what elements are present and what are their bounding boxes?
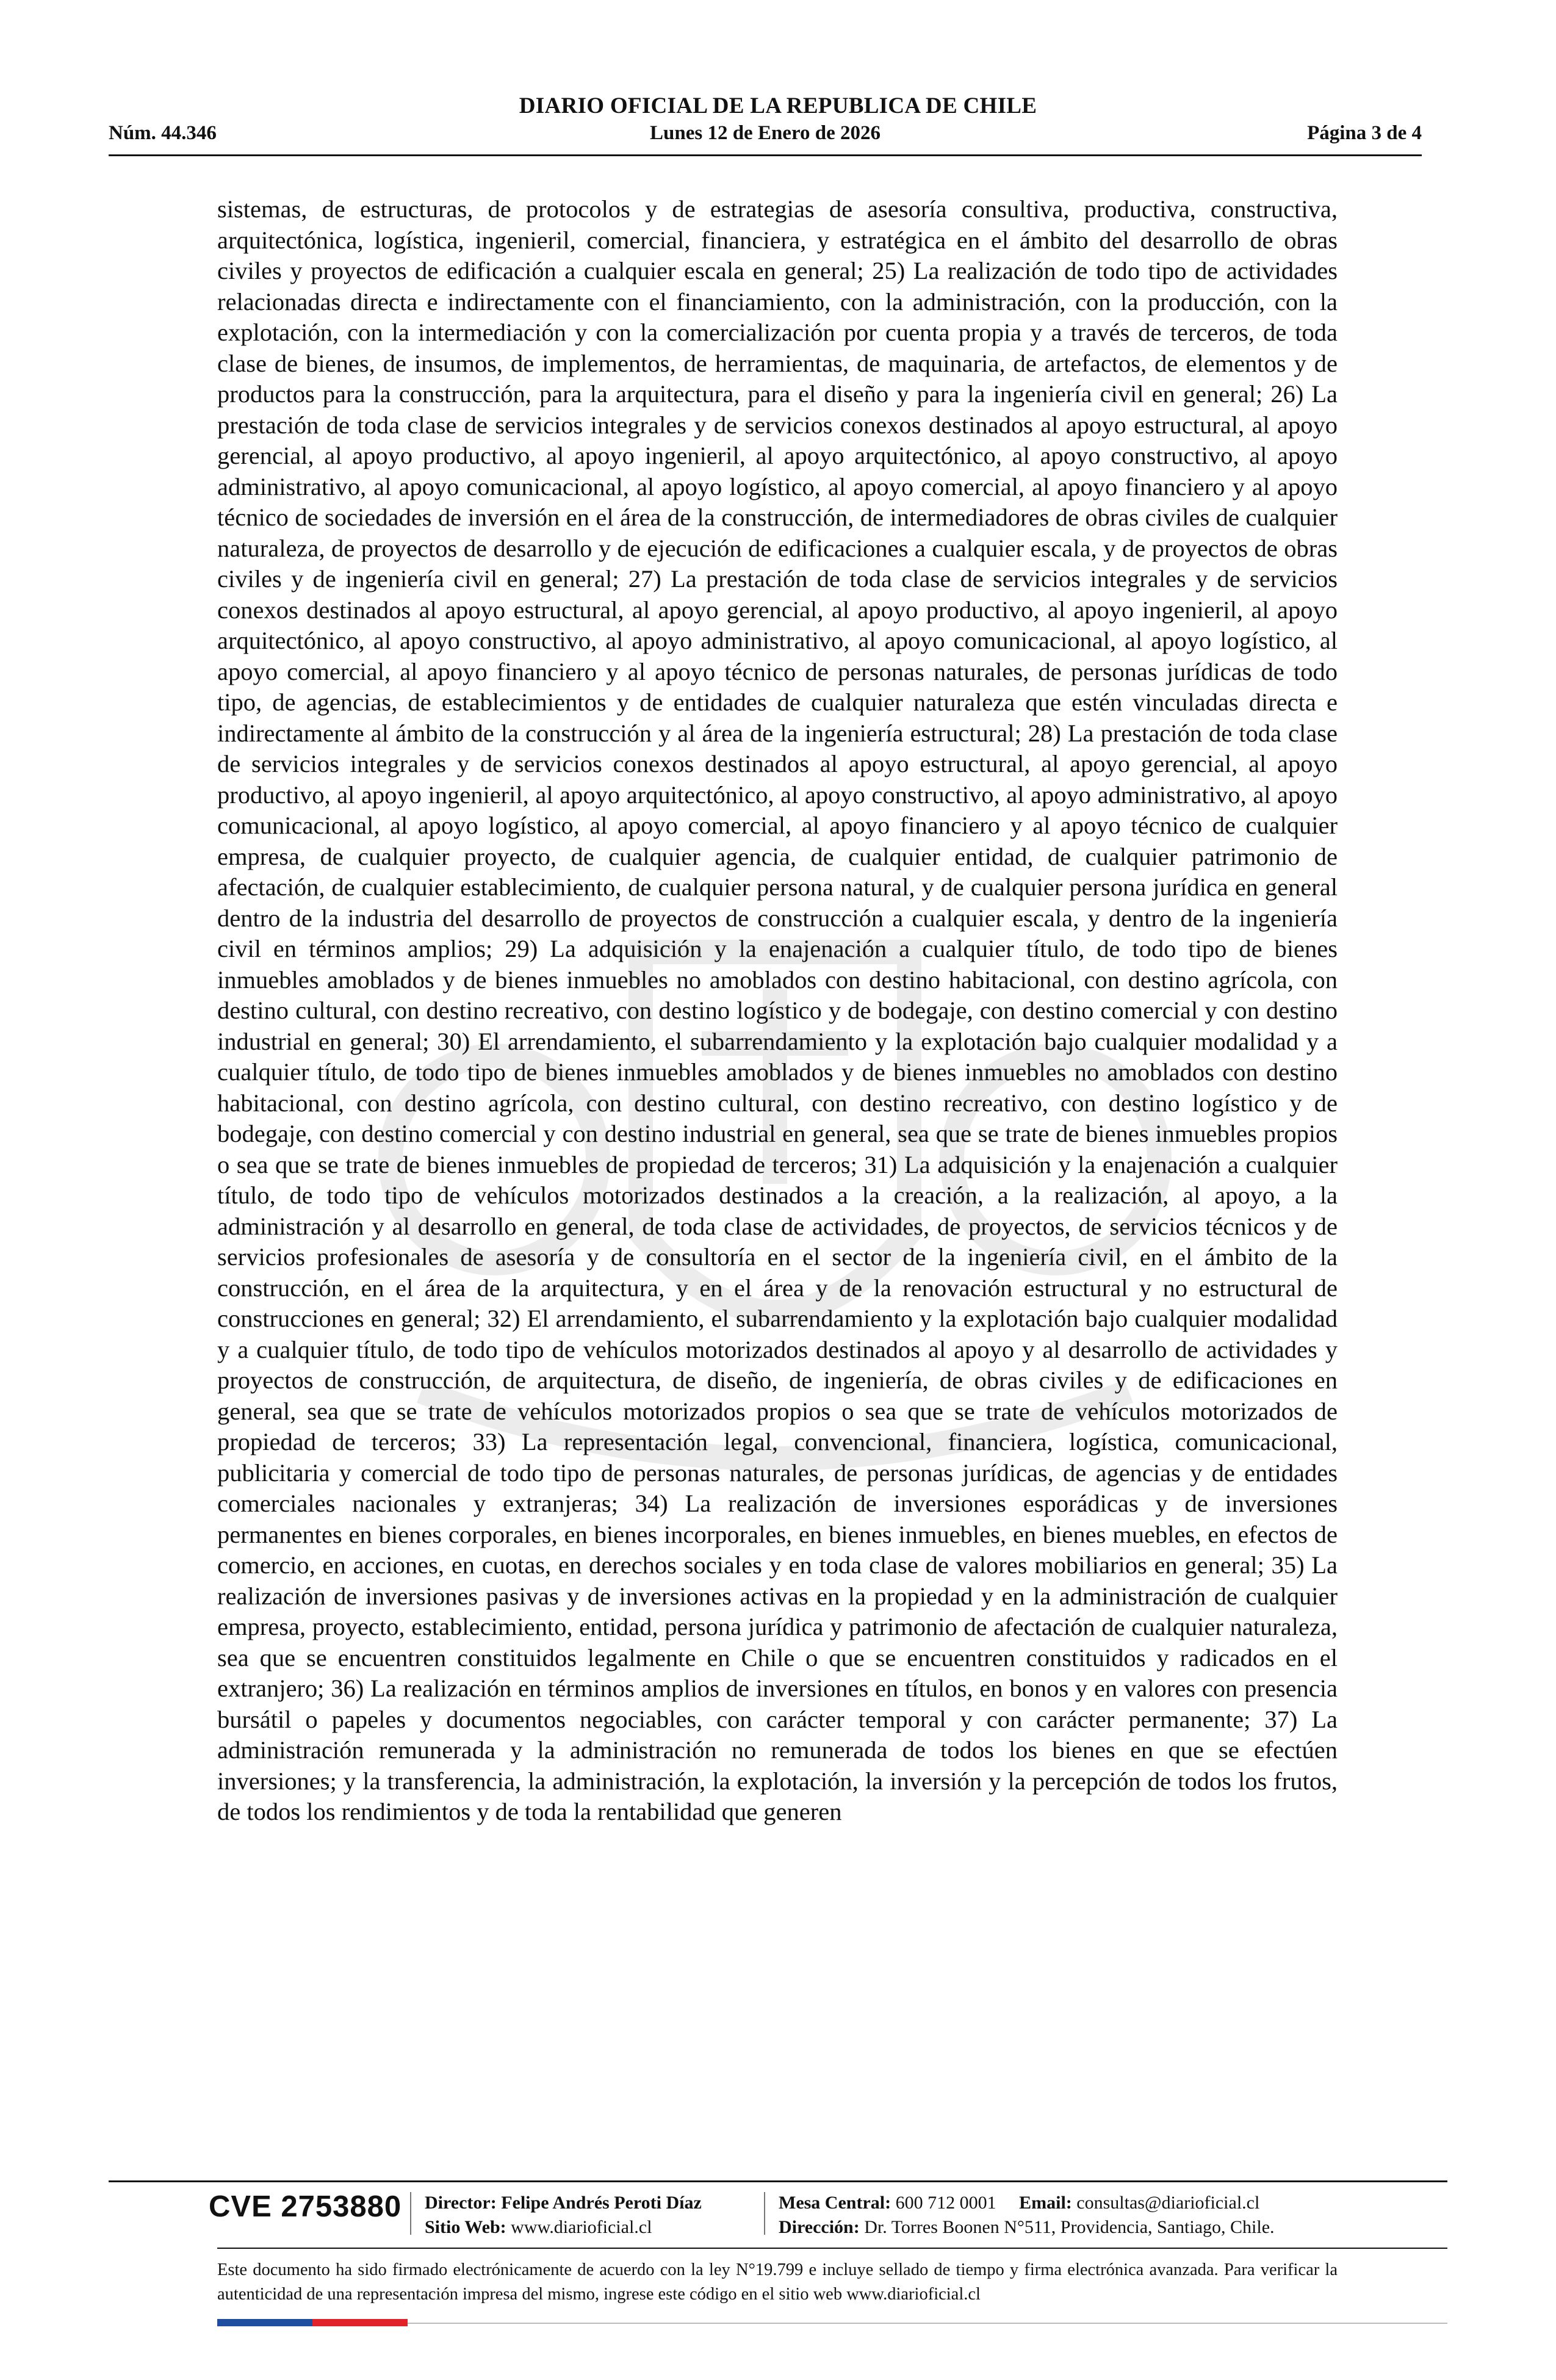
phone-label: Mesa Central: <box>779 2193 891 2213</box>
contact-line <box>779 2191 1275 2215</box>
header-row <box>109 122 1422 149</box>
issue-date: Lunes 12 de Enero de 2026 <box>649 122 881 144</box>
header-divider <box>109 154 1422 156</box>
website-link[interactable]: www.diarioficial.cl <box>511 2217 652 2237</box>
address-text: Dr. Torres Boonen N°511, Providencia, Santiago, Chile. <box>864 2217 1275 2237</box>
email-link[interactable]: consultas@diarioficial.cl <box>1076 2193 1260 2213</box>
gazette-title: DIARIO OFICIAL DE LA REPUBLICA DE CHILE <box>519 93 1037 118</box>
footer-divider-bottom <box>408 2323 1447 2324</box>
address-line <box>779 2215 1275 2240</box>
issue-number: Núm. 44.346 <box>109 122 217 144</box>
footer-contact-block <box>779 2191 1275 2240</box>
decree-body-text: sistemas, de estructuras, de protocolos y de estrategias de asesoría consultiva, productiva, constructiva, arquitectónica, logística, ingenieril, comercial, financiera, y estratégica en el ámbito del desarrollo de obras civiles y proyectos de edificación a cualquier escala en general; 25) La realización de todo tipo de actividades relacionadas directa e indirectamente con el financiamiento, con la administración, con la producción, con la explotación, con la intermediación y con la comercialización por cuenta propia y a través de terceros, de toda clase de bienes, de insumos, de implementos, de herramientas, de maquinaria, de artefactos, de elementos y de productos para la construcción, para la arquitectura, para el diseño y para la ingeniería civil en general; 26) La prestación de toda clase de servicios integrales y de servicios conexos destinados al apoyo estructural, al apoyo gerencial, al apoyo productivo, al apoyo ingenieril, al apoyo arquitectónico, al apoyo constructivo, al apoyo administrativo, al apoyo comunicacional, al apoyo logístico, al apoyo comercial, al apoyo financiero y al apoyo técnico de sociedades de inversión en el área de la construcción, de intermediadores de obras civiles de cualquier naturaleza, de proyectos de desarrollo y de ejecución de edificaciones a cualquier escala, y de proyectos de obras civiles y de ingeniería civil en general; 27) La prestación de toda clase de servicios integrales y de servicios conexos destinados al apoyo estructural, al apoyo gerencial, al apoyo productivo, al apoyo ingenieril, al apoyo arquitectónico, al apoyo constructivo, al apoyo administrativo, al apoyo comunicacional, al apoyo logístico, al apoyo comercial, al apoyo financiero y al apoyo técnico de personas naturales, de personas jurídicas de todo tipo, de agencias, de establecimientos y de entidades de cualquier naturaleza que estén vinculadas directa e indirectamente al ámbito de la construcción y al área de la ingeniería estructural; 28) La prestación de toda clase de servicios integrales y de servicios conexos destinados al apoyo estructural, al apoyo gerencial, al apoyo productivo, al apoyo ingenieril, al apoyo arquitectónico, al apoyo constructivo, al apoyo administrativo, al apoyo comunicacional, al apoyo logístico, al apoyo comercial, al apoyo financiero y al apoyo técnico de cualquier empresa, de cualquier proyecto, de cualquier agencia, de cualquier entidad, de cualquier patrimonio de afectación, de cualquier establecimiento, de cualquier persona natural, y de cualquier persona jurídica en general dentro de la industria del desarrollo de proyectos de construcción a cualquier escala, y dentro de la ingeniería civil en términos amplios; 29) La adquisición y la enajenación a cualquier título, de todo tipo de bienes inmuebles amoblados y de bienes inmuebles no amoblados con destino habitacional, con destino agrícola, con destino cultural, con destino recreativo, con destino logístico y de bodegaje, con destino comercial y con destino industrial en general; 30) El arrendamiento, el subarrendamiento y la explotación bajo cualquier modalidad y a cualquier título, de todo tipo de bienes inmuebles amoblados y de bienes inmuebles no amoblados con destino habitacional, con destino agrícola, con destino cultural, con destino recreativo, con destino logístico y de bodegaje, con destino comercial y con destino industrial en general, sea que se trate de bienes inmuebles propios o sea que se trate de bienes inmuebles de propiedad de terceros; 31) La adquisición y la enajenación a cualquier título, de todo tipo de vehículos motorizados destinados a la creación, a la realización, al apoyo, a la administración y al desarrollo en general, de toda clase de actividades, de proyectos, de servicios técnicos y de servicios profesionales de asesoría y de consultoría en el sector de la ingeniería civil, en el ámbito de la construcción, en el área de la arquitectura, y en el área y de la renovación estructural y no estructural de construcciones en general; 32) El arrendamiento, el subarrendamiento y la explotación bajo cualquier modalidad y a cualquier título, de todo tipo de vehículos motorizados destinados al apoyo y al desarrollo de actividades y proyectos de construcción, de arquitectura, de diseño, de ingeniería, de obras civiles y de edificaciones en general, sea que se trate de vehículos motorizados propios o sea que se trate de vehículos motorizados de propiedad de terceros; 33) La representación legal, convencional, financiera, logística, comunicacional, publicitaria y comercial de todo tipo de personas naturales, de personas jurídicas, de agencias y de entidades comerciales nacionales y extranjeras; 34) La realización de inversiones esporádicas y de inversiones permanentes en bienes corporales, en bienes incorporales, en bienes inmuebles, en bienes muebles, en efectos de comercio, en acciones, en cuotas, en derechos sociales y en toda clase de valores mobiliarios en general; 35) La realización de inversiones pasivas y de inversiones activas en la propiedad y en la administración de cualquier empresa, proyecto, establecimiento, entidad, persona jurídica y patrimonio de afectación de cualquier naturaleza, sea que se encuentren constituidos legalmente en Chile o que se encuentren constituidos y radicados en el extranjero; 36) La realización en términos amplios de inversiones en títulos, en bonos y en valores con presencia bursátil o papeles y documentos negociables, con carácter temporal y con carácter permanente; 37) La administración remunerada y la administración no remunerada de todos los bienes en que se efectúen inversiones; y la transferencia, la administración, la explotación, la inversión y la percepción de todos los frutos, de todos los rendimientos y de toda la rentabilidad que generen <box>217 195 1338 1825</box>
footer-divider-top <box>109 2180 1447 2182</box>
director-label: Director: <box>425 2193 497 2213</box>
footer-divider-middle <box>217 2248 1447 2249</box>
cve-code: CVE 2753880 <box>209 2190 402 2223</box>
director-line <box>425 2191 702 2215</box>
footer-separator <box>410 2192 411 2235</box>
electronic-signature-notice: Este documento ha sido firmado electrónicamente de acuerdo con la ley N°19.799 e incluye sellado de tiempo y firma electrónica avanzada. Para verificar la autenticidad de una representación impresa del mismo, ingrese este código en el sitio web www.diarioficial.cl <box>217 2260 1338 2304</box>
flag-blue-segment <box>217 2319 312 2326</box>
page-indicator: Página 3 de 4 <box>1307 122 1422 144</box>
footer-director-block <box>425 2191 702 2240</box>
flag-red-segment <box>312 2319 408 2326</box>
email-label: Email: <box>1019 2193 1072 2213</box>
website-label: Sitio Web: <box>425 2217 506 2237</box>
chile-flag-stripe <box>217 2319 408 2326</box>
phone-number: 600 712 0001 <box>895 2193 996 2213</box>
footer-separator <box>764 2192 765 2235</box>
director-name: Felipe Andrés Peroti Díaz <box>501 2193 702 2213</box>
address-label: Dirección: <box>779 2217 860 2237</box>
website-line <box>425 2215 702 2240</box>
